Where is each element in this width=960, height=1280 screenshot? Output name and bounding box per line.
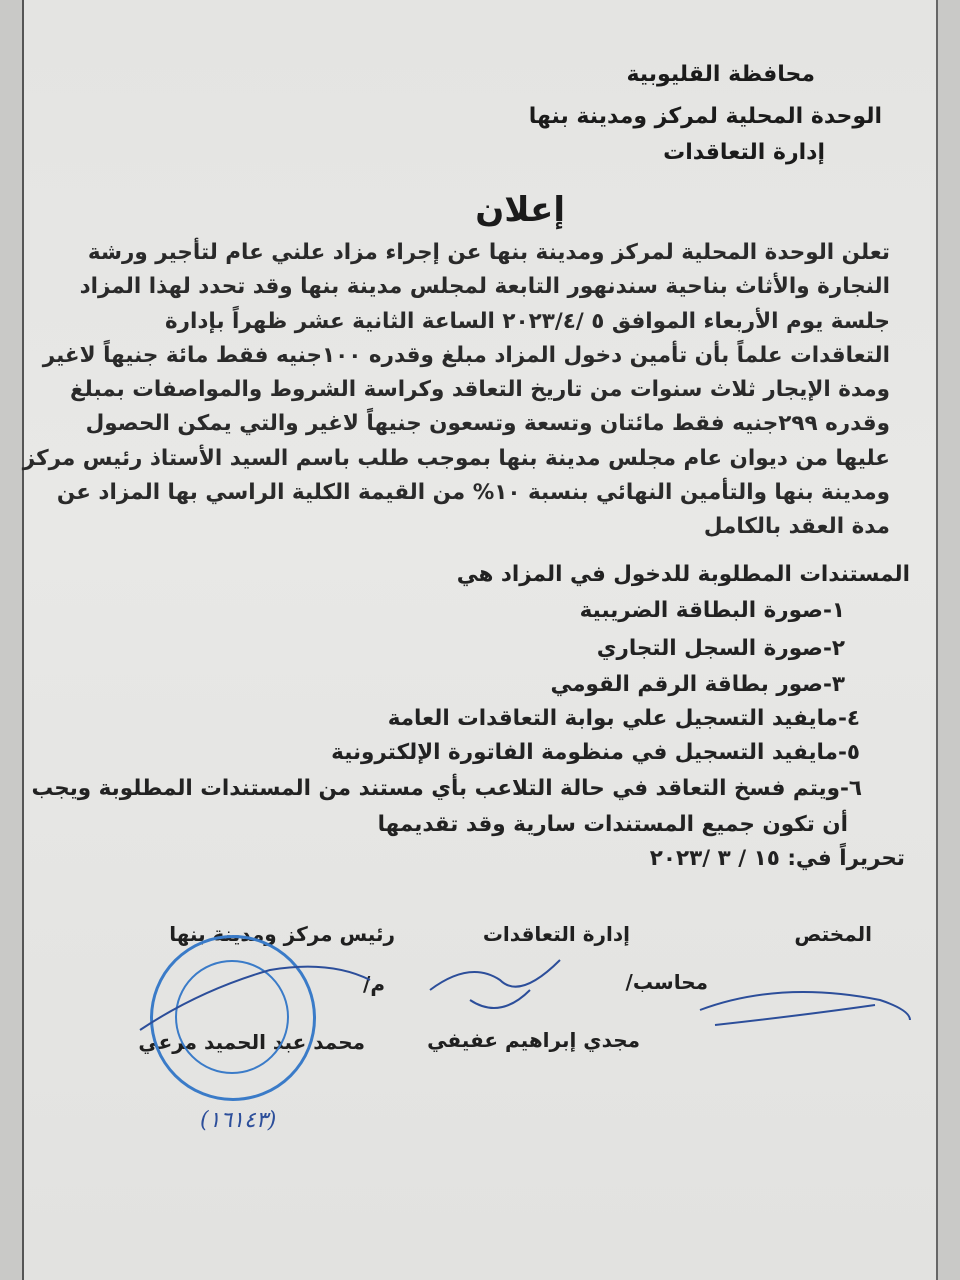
body-line: ومدة الإيجار ثلاث سنوات من تاريخ التعاقد وكراسة الشروط والمواصفات بمبلغ: [70, 377, 890, 403]
document-item: ٥-مايفيد التسجيل في منظومة الفاتورة الإلكترونية: [331, 740, 860, 765]
signature-contracts: [430, 960, 560, 1008]
contracts-title: إدارة التعاقدات: [482, 922, 630, 946]
unit-header: الوحدة المحلية لمركز ومدينة بنها: [528, 104, 882, 129]
body-line: ومدينة بنها والتأمين النهائي بنسبة ١٠% من القيمة الكلية الراسي بها المزاد عن: [56, 480, 890, 506]
document-item: ٤-مايفيد التسجيل علي بوابة التعاقدات العامة: [387, 706, 860, 731]
body-line: تعلن الوحدة المحلية لمركز ومدينة بنها عن إجراء مزاد علني عام لتأجير ورشة: [87, 240, 890, 265]
signature-specialist: [700, 992, 910, 1025]
body-line: النجارة والأثاث بناحية سندنهور التابعة لمجلس مدينة بنها وقد تحدد لهذا المزاد: [79, 274, 890, 300]
body-line: التعاقدات علماً بأن تأمين دخول المزاد مبلغ وقدره ١٠٠جنيه فقط مائة جنيهاً لاغير: [42, 342, 890, 368]
document-item: ٣-صور بطاقة الرقم القومي: [550, 672, 845, 697]
announcement-title: إعلان: [475, 190, 565, 230]
document-item: ١-صورة البطاقة الضريبية: [579, 598, 845, 623]
head-title: رئيس مركز ومدينة بنها: [169, 922, 395, 946]
date-line: تحريراً في: ١٥ / ٣ /٢٠٢٣: [649, 846, 905, 871]
department-header: إدارة التعاقدات: [663, 140, 825, 165]
signature-head: [140, 967, 370, 1030]
governorate-header: محافظة القليوبية: [626, 62, 815, 87]
document-item: ٢-صورة السجل التجاري: [596, 636, 845, 661]
body-line: وقدره ٢٩٩جنيه فقط مائتان وتسعة وتسعون جنيهاً لاغير والتي يمكن الحصول: [85, 411, 890, 437]
body-line: مدة العقد بالكامل: [703, 514, 890, 540]
head-name: محمد عبد الحميد مرعي: [138, 1030, 365, 1054]
accountant-prefix: محاسب/: [625, 970, 708, 994]
body-line: عليها من ديوان عام مجلس مدينة بنها بموجب طلب باسم السيد الأستاذ رئيس مركز: [22, 445, 890, 471]
document-item: ٦-ويتم فسخ التعاقد في حالة التلاعب بأي مستند من المستندات المطلوبة ويجب: [31, 776, 862, 801]
body-line: جلسة يوم الأربعاء الموافق ٥ /٢٠٢٣/٤ الساعة الثانية عشر ظهراً بإدارة: [164, 308, 890, 334]
stamp-number: (١٦١٤٣): [200, 1108, 277, 1133]
document-item-continuation: أن تكون جميع المستندات سارية وقد تقديمها: [377, 812, 848, 837]
engineer-prefix: م/: [363, 972, 385, 996]
contracts-name: مجدي إبراهيم عفيفي: [427, 1028, 640, 1052]
documents-heading: المستندات المطلوبة للدخول في المزاد هي: [456, 562, 910, 587]
specialist-title: المختص: [794, 922, 872, 946]
